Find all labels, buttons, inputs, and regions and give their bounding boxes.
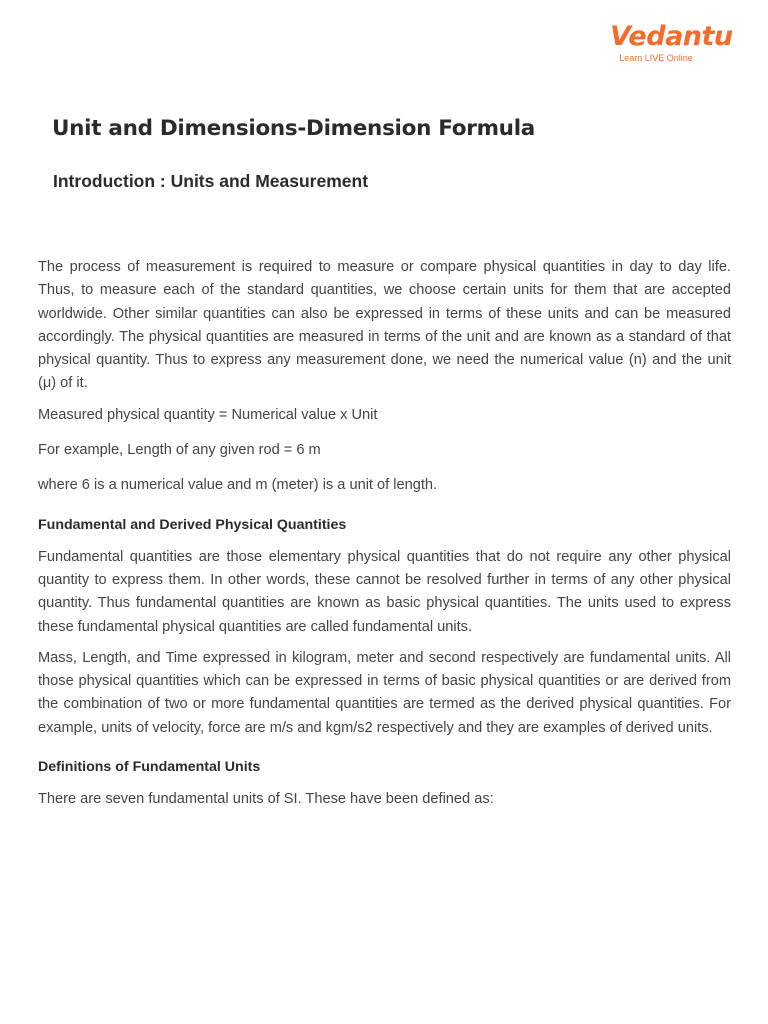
formula-line: Measured physical quantity = Numerical value x Unit — [38, 406, 378, 423]
example-explanation: where 6 is a numerical value and m (meter) is a unit of length. — [38, 477, 438, 494]
logo-tagline: Learn LIVE Online — [619, 53, 693, 63]
example-line: For example, Length of any given rod = 6 m — [38, 442, 321, 459]
logo-wordmark: Vedantu — [610, 21, 733, 52]
page-subtitle: Introduction : Units and Measurement — [53, 171, 369, 191]
section-heading-definitions: Definitions of Fundamental Units — [38, 759, 261, 776]
page-title: Unit and Dimensions-Dimension Formula — [52, 116, 535, 141]
fundamental-paragraph-1: Fundamental quantities are those elementary physical quantities that do not require any other physical quantity to express them. In other words, these cannot be resolved further in terms of any other physical quantity. Thus fundamental quantities are known as basic physical quantities. The units used to express these fundamental physical quantities are called fundamental units. — [38, 548, 731, 635]
fundamental-paragraph-2: Mass, Length, and Time expressed in kilogram, meter and second respectively are fundamental units. All those physical quantities which can be expressed in terms of basic physical quantities or are derived from the combination of two or more fundamental quantities are termed as the derived physical quantities. For example, units of velocity, force are m/s and kgm/s2 respectively and they are examples of derived units. — [38, 649, 731, 736]
vedantu-logo — [610, 21, 733, 64]
section-heading-fundamental: Fundamental and Derived Physical Quantities — [38, 516, 347, 533]
definitions-paragraph: There are seven fundamental units of SI. These have been defined as: — [38, 791, 494, 808]
intro-paragraph: The process of measurement is required to measure or compare physical quantities in day to day life. Thus, to measure each of the standard quantities, we choose certain units for them that are accepted worldwide. Other similar quantities can also be expressed in terms of these units and can be measured accordingly. The physical quantities are measured in terms of the unit and are known as a standard of that physical quantity. Thus to express any measurement done, we need the numerical value (n) and the unit (μ) of it. — [38, 259, 731, 392]
document-body — [38, 256, 731, 811]
